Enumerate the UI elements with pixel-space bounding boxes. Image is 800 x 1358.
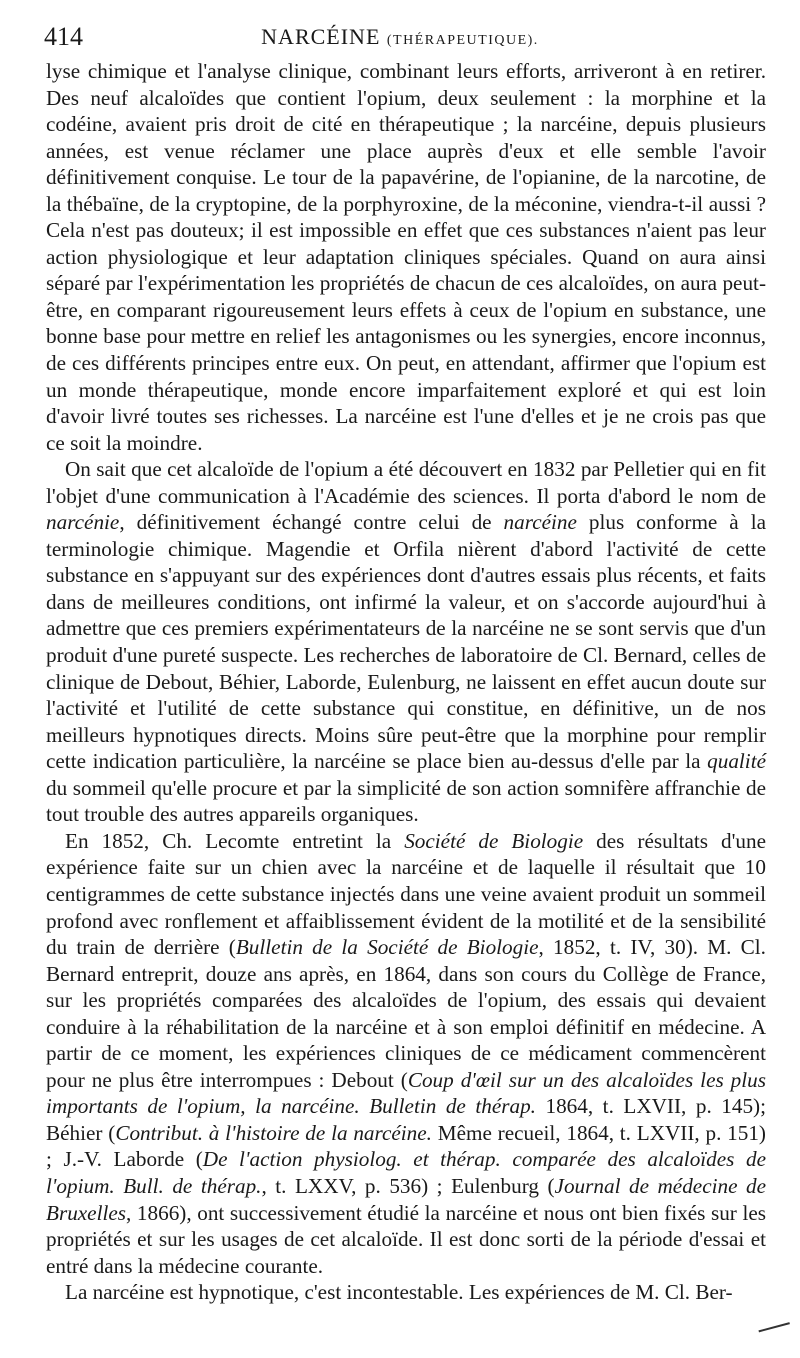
text-run: lyse chimique et l'analyse clinique, combinant leurs efforts, arriveront à en retirer. Des neuf alcaloïdes que contient l'opium, deux seulement : la morphine et la codéine, avaient pris droit de cité en thérapeutique ; la narcéine, depuis plusieurs années, est venue réclamer une place auprès d'eux et elle semble l'avoir définitivement conquise. Le tour de la papavérine, de l'opianine, de la narcotine, de la thébaïne, de la cryptopine, de la porphyroxine, de la méconine, viendra-t-il aussi ? Cela n'est pas douteux; il est impossible en effet que ces substances n'aient pas leur action physiologique et leur adaptation cliniques spéciales. Quand on aura ainsi séparé par l'expérimentation les propriétés de chacun de ces alcaloïdes, on aura peut-être, en comparant rigoureusement leurs effets à ceux de l'opium en substance, une bonne base pour mettre en relief les antagonismes ou les synergies, encore inconnus, de ces différents principes entre eux. On peut, en attendant, affirmer que l'opium est un monde thérapeutique, monde encore imparfaitement exploré et qui est loin d'avoir livré toutes ses richesses. La narcéine est l'une d'elles et je ne crois pas que ce soit la moindre. <box>46 59 766 455</box>
paragraph <box>46 828 766 1279</box>
running-head-title: NARCÉINE <box>261 24 381 49</box>
text-run: On sait que cet alcaloïde de l'opium a été découvert en 1832 par Pelletier qui en fit l'objet d'une communication à l'Académie des sciences. Il porta d'abord le nom de <box>46 457 766 508</box>
text-run: des résultats d'une expérience faite sur un chien avec la narcéine et de laquelle il résultait que 10 centigrammes de cette substance injectés dans une veine avaient produit un sommeil profond avec ronflement et affaiblissement évident de la motilité et de la sensibilité du train de derrière ( <box>46 828 766 960</box>
text-run: plus conforme à la terminologie chimique. Magendie et Orfila nièrent d'abord l'activité de cette substance en s'appuyant sur des expériences dont d'autres essais plus récents, et faits dans de meilleures conditions, ont infirmé la valeur, et on s'accorde aujourd'hui à admettre que ces premiers expérimentateurs de la narcéine ne se sont servis que d'un produit d'une pureté suspecte. Les recherches de laboratoire de Cl. Bernard, celles de clinique de Debout, Béhier, Laborde, Eulenburg, ne laissent en effet aucun doute sur l'activité et l'utilité de cette substance qui constitue, en définitive, un de nos meilleurs hypnotiques directs. Moins sûre peut-être que la morphine pour remplir cette indication particulière, la narcéine se place bien au-dessus d'elle par la <box>46 510 766 774</box>
text-run: , t. LXXV, p. 536) ; Eulenburg ( <box>261 1173 555 1198</box>
text-run: La narcéine est hypnotique, c'est incontestable. Les expériences de M. Cl. Ber- <box>65 1280 733 1305</box>
text-run: du sommeil qu'elle procure et par la simplicité de son action somnifère affranchie de tout trouble des autres appareils organiques. <box>46 775 766 827</box>
italic-citation: narcéine <box>503 510 577 535</box>
text-run: 1864, t. LXVII, p. 145); Béhier ( <box>46 1094 766 1145</box>
italic-citation: De l'action physiolog. et thérap. comparée des alcaloïdes de l'opium. Bull. de thérap. <box>46 1147 767 1198</box>
text-run: Même recueil, 1864, t. LXVII, p. 151) ; J.-V. Laborde ( <box>46 1120 766 1172</box>
paragraph <box>46 58 766 456</box>
text-run: , 1866), ont successivement étudié la narcéine et nous ont bien fixés sur les propriétés et sur les usages de cet alcaloïde. Il est donc sorti de la période d'essai et entré dans la médecine courante. <box>46 1200 766 1278</box>
text-run: , 1852, t. IV, 30). M. Cl. Bernard entreprit, douze ans après, en 1864, dans son cours du Collège de France, sur les propriétés comparées des alcaloïdes de l'opium, des essais qui devaient conduire à la réhabilitation de la narcéine et à son emploi définitif en médecine. A partir de ce moment, les expériences cliniques de ce médicament commencèrent pour ne plus être interrompues : Debout ( <box>46 935 766 1092</box>
page-number: 414 <box>44 22 83 51</box>
italic-citation: Société de Biologie <box>404 828 584 853</box>
italic-citation: qualité <box>707 749 766 774</box>
running-head <box>40 24 760 50</box>
running-head-subtitle: (THÉRAPEUTIQUE). <box>386 33 539 48</box>
italic-citation: Coup d'œil sur un des alcaloïdes les plus importants de l'opium, la narcéine. Bulletin de thérap. <box>46 1067 767 1119</box>
paragraph <box>46 1279 766 1306</box>
text-run: , définitivement échangé contre celui de <box>119 510 504 535</box>
italic-citation: Bulletin de la Société de Biologie <box>235 935 539 960</box>
paragraph <box>46 456 766 828</box>
italic-citation: narcénie <box>46 510 120 535</box>
italic-citation: Contribut. à l'histoire de la narcéine. <box>115 1120 432 1145</box>
corner-ink-mark <box>758 1322 793 1346</box>
page-header <box>40 22 760 62</box>
text-run: En 1852, Ch. Lecomte entretint la <box>65 828 405 853</box>
italic-citation: Journal de médecine de Bruxelles <box>46 1173 767 1225</box>
page-body <box>46 58 766 1306</box>
